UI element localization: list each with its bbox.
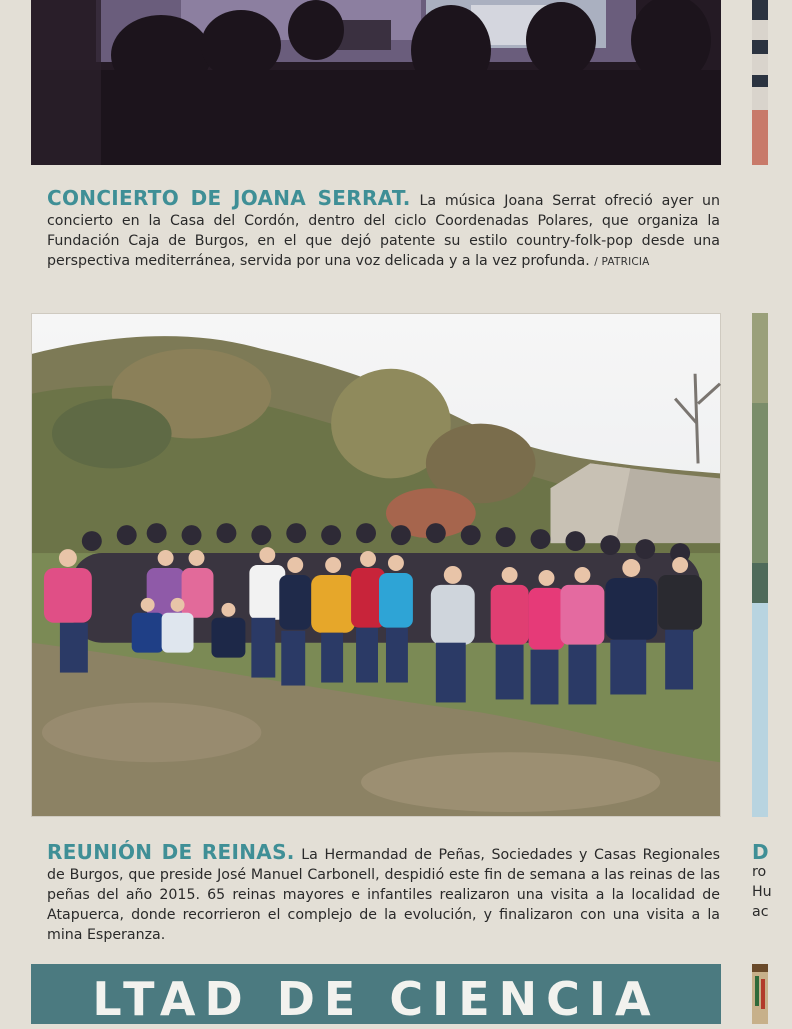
article-body: La Hermandad de Peñas, Sociedades y Casas Regionales de Burgos, que preside José Manuel Carbonell, despidió este fin de semana a las reinas de las peñas del año 2015. 65 reinas mayores e infantiles realizaron una visita a la localidad de Atapuerca, donde recorrieron el complejo de la evolución, y finalizaron con una visita a la mina Esperanza. [47,847,721,943]
adjacent-photo-middle [752,313,768,817]
photo-credit: / PATRICIA [594,256,650,268]
adjacent-photo-top [752,0,768,165]
sign-text: LTAD DE CIENCIA [92,972,660,1026]
concert-photo [31,0,721,165]
headline: REUNIÓN DE REINAS. [47,840,295,864]
adjacent-photo-bottom [752,964,768,1024]
group-photo-reinas [31,313,721,817]
faculty-sign-photo [31,964,721,1024]
article-body: La música Joana Serrat ofreció ayer un concierto en la Casa del Cordón, dentro del ciclo Coordenadas Polares, que organiza la Fundación Caja de Burgos, en el que dejó patente su estilo country-folk-pop desde una perspectiva mediterránea, servida por una voz delicada y a la vez profunda. [47,193,720,269]
adjacent-line: ro [752,864,767,880]
article-caption-concierto [47,188,720,272]
adjacent-headline-fragment: D [752,840,769,864]
headline: CONCIERTO DE JOANA SERRAT. [47,186,411,210]
adjacent-article-fragment [752,842,792,922]
adjacent-line: Hu [752,884,772,900]
article-caption-reinas [47,842,720,945]
adjacent-line: ac [752,904,769,920]
